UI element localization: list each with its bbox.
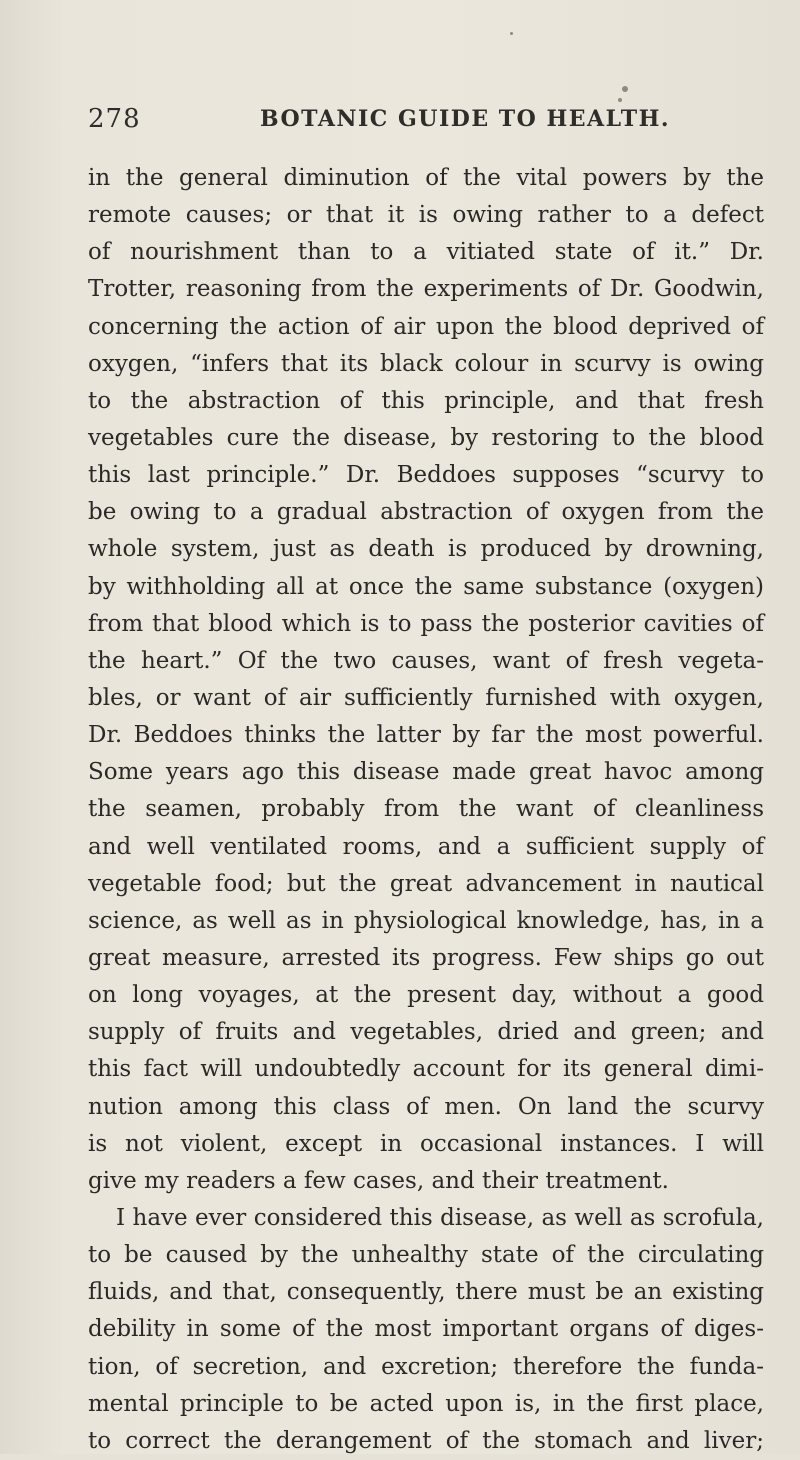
text-line: whole system, just as death is produced by drowning, [88, 536, 764, 563]
body-text [88, 160, 764, 1460]
text-line: oxygen, “infers that its black colour in scurvy is owing [88, 350, 764, 377]
text-line: vegetable food; but the great advancement in nautical [88, 870, 764, 897]
text-line: supply of fruits and vegetables, dried and green; and [88, 1019, 764, 1046]
text-line: the seamen, probably from the want of cleanliness [88, 796, 764, 823]
text-line: of nourishment than to a vitiated state of it.” Dr. [88, 239, 764, 266]
text-line: give my readers a few cases, and their treatment. [88, 1167, 669, 1194]
text-line: be owing to a gradual abstraction of oxygen from the [88, 499, 764, 526]
paper-speck [618, 98, 622, 102]
text-line: bles, or want of air sufficiently furnished with oxygen, [88, 684, 764, 711]
text-line: in the general diminution of the vital powers by the [88, 165, 764, 191]
text-line: and well ventilated rooms, and a sufficient supply of [88, 833, 764, 860]
text-line: on long voyages, at the present day, without a good [88, 982, 764, 1009]
paper-speck [510, 32, 513, 35]
text-line: fluids, and that, consequently, there must be an existing [88, 1279, 764, 1306]
text-line: this last principle.” Dr. Beddoes supposes “scurvy to [88, 462, 764, 489]
page-number: 278 [88, 104, 141, 134]
text-line: from that blood which is to pass the posterior cavities of [88, 610, 764, 637]
text-line: Trotter, reasoning from the experiments of Dr. Goodwin, [88, 276, 764, 303]
text-line: by withholding all at once the same substance (oxygen) [88, 573, 764, 600]
paragraph-first-line: I have ever considered this disease, as well as scrofula, [116, 1204, 764, 1231]
text-line: tion, of secretion, and excretion; therefore the funda- [88, 1353, 764, 1380]
text-line: to correct the derangement of the stomach and liver; [88, 1427, 764, 1454]
running-title: BOTANIC GUIDE TO HEALTH. [260, 106, 671, 132]
text-line: concerning the action of air upon the blood deprived of [88, 313, 764, 340]
text-line: nution among this class of men. On land the scurvy [88, 1093, 764, 1120]
text-line: remote causes; or that it is owing rather to a defect [88, 202, 764, 229]
text-line: great measure, arrested its progress. Few ships go out [88, 944, 764, 971]
text-line: science, as well as in physiological knowledge, has, in a [88, 907, 764, 934]
running-head [88, 104, 728, 144]
text-line: is not violent, except in occasional instances. I will [88, 1130, 764, 1157]
text-line: mental principle to be acted upon is, in the first place, [88, 1390, 764, 1417]
text-line: Some years ago this disease made great havoc among [88, 759, 764, 786]
text-line: debility in some of the most important organs of diges- [88, 1316, 764, 1343]
text-line: vegetables cure the disease, by restoring to the blood [88, 424, 764, 451]
paper-speck [622, 86, 628, 92]
text-line: the heart.” Of the two causes, want of fresh vegeta- [88, 647, 764, 674]
text-line: this fact will undoubtedly account for its general dimi- [88, 1056, 764, 1083]
text-line: to the abstraction of this principle, and that fresh [88, 387, 764, 414]
text-line: to be caused by the unhealthy state of the circulating [88, 1242, 764, 1269]
text-line: Dr. Beddoes thinks the latter by far the most powerful. [88, 722, 764, 749]
